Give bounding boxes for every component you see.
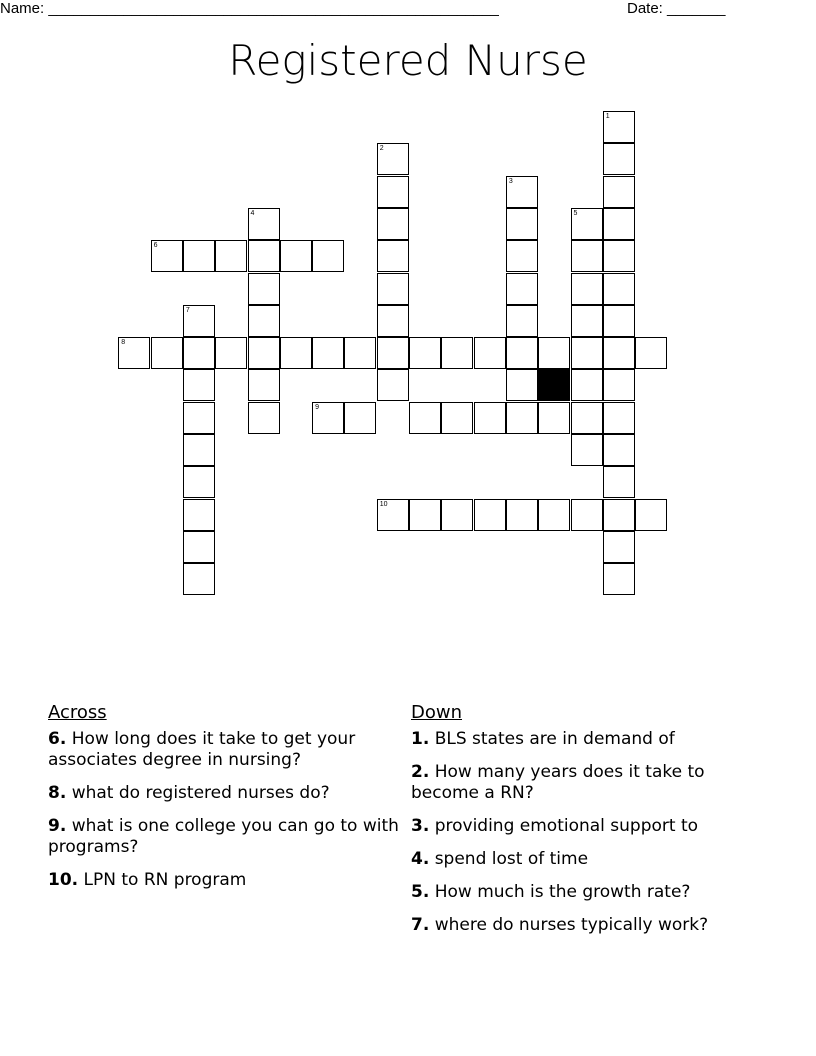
down-clue-list: [411, 729, 761, 936]
down-clue: [411, 762, 761, 804]
crossword-cell[interactable]: [635, 337, 667, 369]
crossword-cell[interactable]: [312, 402, 344, 434]
crossword-cell[interactable]: [603, 273, 635, 305]
clue-number-label: 10.: [48, 870, 79, 890]
crossword-cell[interactable]: [377, 305, 409, 337]
name-field-label: Name: ______________________________________________________: [0, 0, 499, 17]
crossword-cell[interactable]: [183, 369, 215, 401]
crossword-cell[interactable]: [183, 434, 215, 466]
crossword-cell[interactable]: [603, 434, 635, 466]
crossword-cell[interactable]: [151, 240, 183, 272]
crossword-cell[interactable]: [312, 240, 344, 272]
crossword-cell[interactable]: [603, 563, 635, 595]
crossword-cell[interactable]: [377, 369, 409, 401]
clue-number-label: 4.: [411, 849, 430, 869]
crossword-cell[interactable]: [377, 273, 409, 305]
crossword-cell[interactable]: [603, 531, 635, 563]
crossword-cell[interactable]: [215, 337, 247, 369]
crossword-cell[interactable]: [248, 240, 280, 272]
crossword-cell[interactable]: [571, 434, 603, 466]
clue-number: 9: [315, 403, 319, 411]
crossword-cell[interactable]: [474, 402, 506, 434]
crossword-cell[interactable]: [571, 208, 603, 240]
clue-text: How long does it take to get your associates degree in nursing?: [48, 729, 356, 770]
clue-text: How many years does it take to become a RN?: [411, 762, 705, 803]
crossword-cell[interactable]: [506, 273, 538, 305]
clue-number: 5: [573, 209, 578, 217]
clue-text: providing emotional support to: [429, 816, 699, 836]
down-clue: [411, 729, 761, 750]
crossword-cell[interactable]: [571, 305, 603, 337]
clue-number: 4: [250, 209, 255, 217]
crossword-cell[interactable]: [474, 337, 506, 369]
crossword-cell[interactable]: [603, 176, 635, 208]
clue-number: 6: [153, 242, 158, 250]
crossword-cell[interactable]: [151, 337, 183, 369]
crossword-cell[interactable]: [603, 369, 635, 401]
crossword-cell[interactable]: [183, 402, 215, 434]
clue-number: 2: [379, 145, 384, 153]
down-clue: [411, 816, 761, 837]
down-clue: [411, 915, 761, 936]
crossword-cell[interactable]: [441, 402, 473, 434]
crossword-cell[interactable]: [603, 111, 635, 143]
across-heading: Across: [48, 702, 107, 723]
across-clues: [48, 702, 408, 903]
crossword-block: [538, 369, 570, 401]
clue-number-label: 6.: [48, 729, 67, 749]
crossword-cell[interactable]: [441, 337, 473, 369]
crossword-cell[interactable]: [603, 240, 635, 272]
crossword-cell[interactable]: [603, 466, 635, 498]
crossword-cell[interactable]: [506, 402, 538, 434]
crossword-cell[interactable]: [571, 369, 603, 401]
crossword-cell[interactable]: [603, 402, 635, 434]
clue-number: 1: [605, 113, 610, 120]
crossword-cell[interactable]: [248, 208, 280, 240]
crossword-cell[interactable]: [506, 499, 538, 531]
clue-number-label: 9.: [48, 816, 67, 836]
down-heading: Down: [411, 702, 463, 723]
clue-number-label: 8.: [48, 783, 67, 803]
crossword-cell[interactable]: [118, 337, 150, 369]
crossword-cell[interactable]: [571, 499, 603, 531]
across-clue: [48, 816, 408, 858]
across-clue: [48, 729, 408, 771]
crossword-cell[interactable]: [603, 499, 635, 531]
crossword-cell[interactable]: [441, 499, 473, 531]
across-clue: [48, 870, 408, 891]
crossword-cell[interactable]: [409, 402, 441, 434]
crossword-cell[interactable]: [377, 208, 409, 240]
clue-number-label: 1.: [411, 729, 430, 749]
crossword-cell[interactable]: [603, 143, 635, 175]
crossword-cell[interactable]: [183, 499, 215, 531]
crossword-cell[interactable]: [183, 337, 215, 369]
crossword-cell[interactable]: [377, 337, 409, 369]
crossword-cell[interactable]: [377, 143, 409, 175]
crossword-cell[interactable]: [344, 337, 376, 369]
crossword-cell[interactable]: [571, 337, 603, 369]
crossword-cell[interactable]: [377, 176, 409, 208]
crossword-cell[interactable]: [538, 337, 570, 369]
clue-number: 10: [379, 500, 388, 508]
crossword-cell[interactable]: [248, 337, 280, 369]
crossword-cell[interactable]: [571, 402, 603, 434]
clue-text: where do nurses typically work?: [429, 915, 709, 935]
crossword-cell[interactable]: [603, 208, 635, 240]
page-title: Registered Nurse: [228, 36, 588, 85]
crossword-cell[interactable]: [538, 402, 570, 434]
clue-number-label: 3.: [411, 816, 430, 836]
crossword-cell[interactable]: [183, 305, 215, 337]
crossword-cell[interactable]: [183, 563, 215, 595]
crossword-cell[interactable]: [248, 369, 280, 401]
crossword-cell[interactable]: [280, 337, 312, 369]
down-clue: [411, 849, 761, 870]
crossword-cell[interactable]: [603, 305, 635, 337]
crossword-cell[interactable]: [312, 337, 344, 369]
clue-number-label: 2.: [411, 762, 430, 782]
crossword-cell[interactable]: [506, 208, 538, 240]
clue-text: LPN to RN program: [78, 870, 247, 890]
date-field-label: Date: _______: [627, 0, 726, 17]
crossword-cell[interactable]: [377, 240, 409, 272]
crossword-cell[interactable]: [474, 499, 506, 531]
crossword-cell[interactable]: [377, 499, 409, 531]
down-clues: [411, 702, 761, 948]
clue-text: what is one college you can go to with programs?: [48, 816, 399, 857]
clue-number-label: 7.: [411, 915, 430, 935]
crossword-cell[interactable]: [215, 240, 247, 272]
crossword-cell[interactable]: [571, 240, 603, 272]
clue-number: 3: [508, 177, 513, 185]
across-clue: [48, 783, 408, 804]
crossword-cell[interactable]: [248, 402, 280, 434]
clue-number: 8: [121, 339, 126, 347]
crossword-cell[interactable]: [183, 240, 215, 272]
across-clue-list: [48, 729, 408, 891]
crossword-cell[interactable]: [506, 337, 538, 369]
crossword-cell[interactable]: [183, 466, 215, 498]
crossword-cell[interactable]: [571, 273, 603, 305]
crossword-cell[interactable]: [344, 402, 376, 434]
crossword-cell[interactable]: [409, 337, 441, 369]
clue-text: How much is the growth rate?: [429, 882, 691, 902]
crossword-cell[interactable]: [183, 531, 215, 563]
crossword-cell[interactable]: [280, 240, 312, 272]
crossword-cell[interactable]: [248, 273, 280, 305]
clue-text: what do registered nurses do?: [66, 783, 330, 803]
crossword-cell[interactable]: [409, 499, 441, 531]
crossword-cell[interactable]: [506, 369, 538, 401]
clue-text: spend lost of time: [429, 849, 589, 869]
crossword-cell[interactable]: [635, 499, 667, 531]
crossword-cell[interactable]: [506, 240, 538, 272]
clue-text: BLS states are in demand of: [429, 729, 675, 749]
clue-number: 7: [185, 306, 190, 314]
crossword-cell[interactable]: [248, 305, 280, 337]
clue-number-label: 5.: [411, 882, 430, 902]
crossword-cell[interactable]: [506, 176, 538, 208]
down-clue: [411, 882, 761, 903]
crossword-cell[interactable]: [603, 337, 635, 369]
crossword-cell[interactable]: [506, 305, 538, 337]
crossword-cell[interactable]: [538, 499, 570, 531]
